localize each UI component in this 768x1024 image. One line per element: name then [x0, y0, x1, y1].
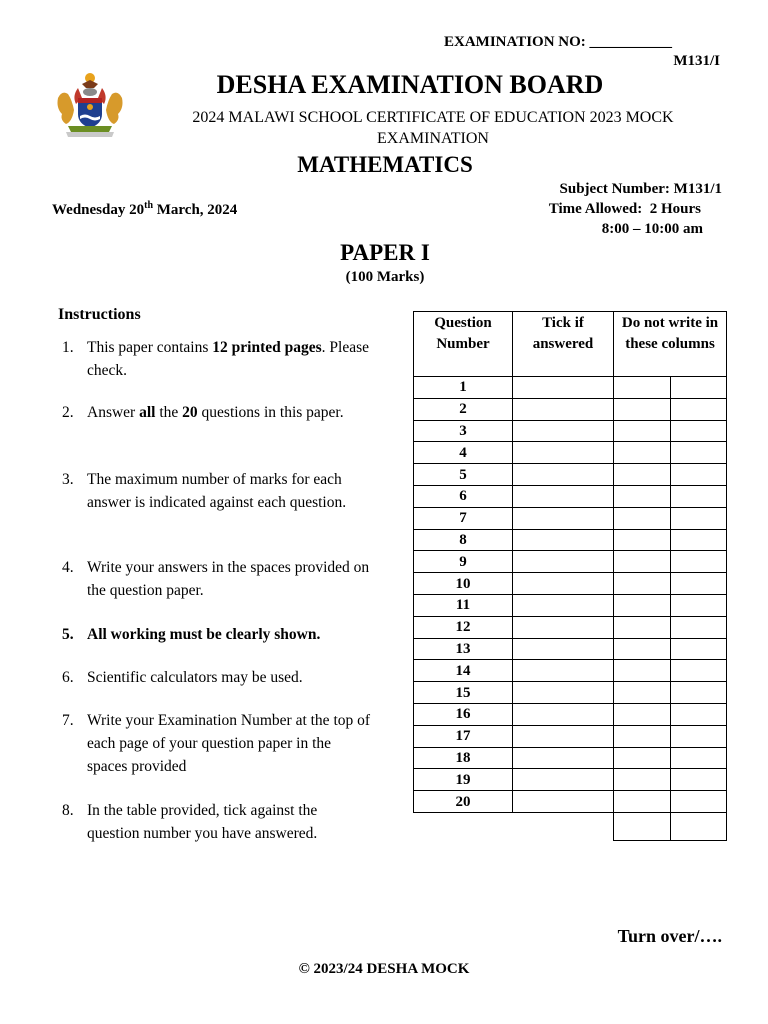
tick-cell[interactable]: [513, 660, 614, 682]
tick-cell[interactable]: [513, 551, 614, 573]
total-mark-cell: [614, 812, 671, 840]
question-number-cell: 2: [414, 398, 513, 420]
tick-cell[interactable]: [513, 573, 614, 595]
instruction-emphasis: 12 printed pages: [212, 339, 322, 356]
tick-cell[interactable]: [513, 682, 614, 704]
examiner-cell: [614, 442, 671, 464]
table-row: [414, 551, 727, 573]
question-number-cell: 1: [414, 377, 513, 399]
examiner-cell: [614, 529, 671, 551]
table-row: [414, 791, 727, 813]
question-number-cell: 7: [414, 507, 513, 529]
column-header-do-not-write: Do not write in these columns: [614, 312, 727, 377]
examiner-cell: [671, 551, 727, 573]
question-number-cell: 6: [414, 485, 513, 507]
instruction-number: 6.: [62, 669, 74, 686]
tick-cell[interactable]: [513, 703, 614, 725]
instruction-text: Scientific calculators may be used.: [87, 669, 303, 686]
instruction-item: [62, 556, 372, 602]
table-row: [414, 529, 727, 551]
examiner-cell: [671, 420, 727, 442]
examiner-cell: [671, 660, 727, 682]
instruction-text: The maximum number of marks for each answer is indicated against each question.: [87, 471, 347, 511]
instruction-text: In the table provided, tick against the question number you have answered.: [87, 802, 318, 842]
table-row: [414, 747, 727, 769]
examiner-cell: [671, 638, 727, 660]
examiner-cell: [671, 464, 727, 486]
instruction-number: 3.: [62, 471, 74, 488]
exam-date: [52, 200, 237, 219]
table-row: [414, 420, 727, 442]
tick-cell[interactable]: [513, 398, 614, 420]
table-row: [414, 703, 727, 725]
table-row: [414, 616, 727, 638]
table-row: [414, 725, 727, 747]
examiner-cell: [614, 769, 671, 791]
examiner-cell: [671, 594, 727, 616]
total-mark-cell: [671, 812, 727, 840]
total-marks: (100 Marks): [345, 269, 425, 285]
tick-cell[interactable]: [513, 377, 614, 399]
examiner-cell: [671, 573, 727, 595]
examiner-cell: [671, 769, 727, 791]
question-number-cell: 20: [414, 791, 513, 813]
exam-subtitle: 2024 MALAWI SCHOOL CERTIFICATE OF EDUCATION 2023 MOCK EXAMINATION: [192, 109, 674, 147]
instruction-item: [62, 623, 372, 646]
table-header-row: [414, 312, 727, 377]
examiner-cell: [614, 616, 671, 638]
subject-number: Subject Number: M131/1: [559, 181, 722, 197]
blank-cell: [414, 812, 513, 840]
question-number-cell: 14: [414, 660, 513, 682]
instruction-emphasis: 20: [182, 404, 198, 421]
tick-cell[interactable]: [513, 507, 614, 529]
date-suffix-sup: th: [144, 200, 154, 211]
examiner-cell: [614, 420, 671, 442]
table-row: [414, 507, 727, 529]
copyright-footer: © 2023/24 DESHA MOCK: [298, 961, 470, 977]
table-row: [414, 682, 727, 704]
table-row: [414, 769, 727, 791]
instruction-number: 2.: [62, 404, 74, 421]
examiner-cell: [614, 485, 671, 507]
instruction-text: This paper contains: [87, 339, 213, 356]
table-row: [414, 442, 727, 464]
question-number-cell: 13: [414, 638, 513, 660]
question-number-cell: 17: [414, 725, 513, 747]
answer-tick-table: [413, 311, 727, 841]
examiner-cell: [671, 747, 727, 769]
instruction-item: [62, 401, 372, 424]
examiner-cell: [671, 682, 727, 704]
examiner-cell: [614, 791, 671, 813]
question-number-cell: 5: [414, 464, 513, 486]
coat-of-arms-logo: [52, 70, 128, 138]
time-allowed: Time Allowed: 2 Hours: [548, 201, 701, 217]
examiner-cell: [671, 377, 727, 399]
instruction-item: [62, 336, 372, 382]
instruction-text: Write your Examination Number at the top of each page of your question paper in the spaces provided: [87, 712, 371, 775]
instruction-number: 5.: [62, 626, 74, 643]
table-row: [414, 638, 727, 660]
tick-cell[interactable]: [513, 747, 614, 769]
time-range: 8:00 – 10:00 am: [601, 221, 703, 237]
examiner-cell: [614, 398, 671, 420]
column-header-tick: Tick if answered: [513, 312, 614, 377]
question-number-cell: 11: [414, 594, 513, 616]
instruction-text: the: [155, 404, 183, 421]
question-number-cell: 9: [414, 551, 513, 573]
examiner-cell: [671, 485, 727, 507]
examiner-cell: [614, 660, 671, 682]
tick-cell[interactable]: [513, 442, 614, 464]
examiner-cell: [671, 529, 727, 551]
question-number-cell: 15: [414, 682, 513, 704]
table-row: [414, 398, 727, 420]
question-number-cell: 18: [414, 747, 513, 769]
date-month-year: March, 2024: [153, 202, 238, 218]
subject-title: MATHEMATICS: [297, 152, 473, 177]
examiner-cell: [614, 377, 671, 399]
question-number-cell: 3: [414, 420, 513, 442]
paper-title: PAPER I: [340, 240, 430, 265]
tick-cell[interactable]: [513, 485, 614, 507]
examiner-cell: [614, 573, 671, 595]
table-total-row: [414, 812, 727, 840]
table-row: [414, 594, 727, 616]
instruction-item: [62, 799, 372, 845]
column-header-question-number: Question Number: [414, 312, 513, 377]
tick-cell[interactable]: [513, 529, 614, 551]
examiner-cell: [671, 507, 727, 529]
examiner-cell: [614, 464, 671, 486]
instruction-number: 4.: [62, 559, 74, 576]
examiner-cell: [614, 703, 671, 725]
tick-cell[interactable]: [513, 769, 614, 791]
examiner-cell: [614, 507, 671, 529]
examiner-cell: [614, 747, 671, 769]
question-number-cell: 16: [414, 703, 513, 725]
tick-cell[interactable]: [513, 616, 614, 638]
instruction-item: [62, 666, 372, 689]
question-number-cell: 10: [414, 573, 513, 595]
table-row: [414, 485, 727, 507]
examiner-cell: [671, 703, 727, 725]
date-day: Wednesday 20: [52, 202, 145, 218]
question-number-cell: 4: [414, 442, 513, 464]
table-body: [414, 377, 727, 813]
tick-cell[interactable]: [513, 420, 614, 442]
question-number-cell: 19: [414, 769, 513, 791]
tick-cell[interactable]: [513, 464, 614, 486]
instruction-item: [62, 468, 372, 514]
paper-code: M131/I: [673, 53, 720, 69]
examiner-cell: [614, 725, 671, 747]
examiner-cell: [671, 442, 727, 464]
tick-cell[interactable]: [513, 791, 614, 813]
tick-cell[interactable]: [513, 594, 614, 616]
examiner-cell: [614, 638, 671, 660]
blank-cell: [513, 812, 614, 840]
instruction-text: Write your answers in the spaces provided on the question paper.: [87, 559, 370, 599]
instruction-number: 1.: [62, 339, 74, 356]
question-number-cell: 12: [414, 616, 513, 638]
instruction-number: 8.: [62, 802, 74, 819]
instruction-text: questions in this paper.: [197, 404, 344, 421]
examiner-cell: [671, 725, 727, 747]
table-row: [414, 377, 727, 399]
examiner-cell: [614, 682, 671, 704]
instruction-item: [62, 709, 372, 778]
instruction-number: 7.: [62, 712, 74, 729]
question-number-cell: 8: [414, 529, 513, 551]
examiner-cell: [671, 398, 727, 420]
turn-over-note: Turn over/….: [617, 926, 722, 946]
examiner-cell: [671, 791, 727, 813]
table-row: [414, 464, 727, 486]
tick-cell[interactable]: [513, 638, 614, 660]
examiner-cell: [614, 594, 671, 616]
instruction-text: Answer: [87, 404, 140, 421]
examination-number-label: EXAMINATION NO: ___________: [444, 34, 673, 50]
instruction-emphasis: all: [139, 404, 156, 421]
instructions-title: Instructions: [58, 306, 141, 323]
examiner-cell: [614, 551, 671, 573]
board-title: DESHA EXAMINATION BOARD: [216, 70, 604, 99]
tick-cell[interactable]: [513, 725, 614, 747]
instruction-text: . Please check.: [87, 339, 369, 379]
examiner-cell: [671, 616, 727, 638]
table-row: [414, 660, 727, 682]
table-row: [414, 573, 727, 595]
instruction-text: All working must be clearly shown.: [87, 626, 321, 643]
